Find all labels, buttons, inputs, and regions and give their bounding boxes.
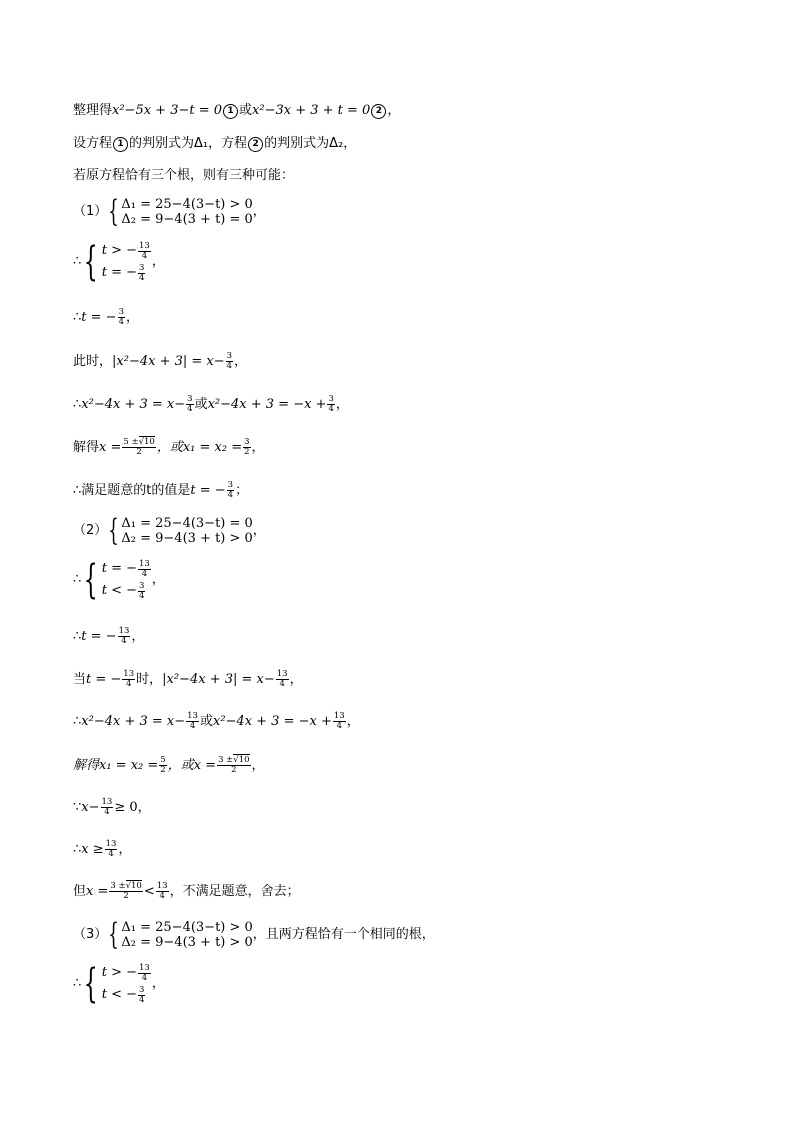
text: 此时， [73, 353, 113, 369]
fraction [138, 986, 145, 1005]
denominator: 4 [139, 590, 145, 601]
brace: { [108, 194, 120, 229]
fraction [138, 264, 145, 283]
denominator: 4 [121, 636, 127, 646]
system-row: Δ₂ = 9−4(3 + t) > 0 [121, 935, 253, 950]
text: 若原方程恰有三个根，则有三种可能： [73, 168, 295, 183]
numerator: 3 [118, 307, 124, 317]
fraction [101, 798, 114, 817]
fraction [327, 395, 334, 414]
text: ∴满足题意的t的值是 [73, 482, 191, 498]
denominator: 4 [336, 721, 342, 731]
numerator: 3 ± [218, 755, 234, 765]
numerator: 3 [187, 394, 193, 404]
brace: { [84, 239, 99, 285]
denominator: 4 [187, 404, 193, 414]
math: x− [81, 799, 100, 815]
denominator: 4 [139, 272, 145, 283]
text: ， [251, 757, 265, 773]
math: x = [86, 883, 109, 899]
text: 或 [199, 713, 213, 729]
sqrt: √10 [138, 437, 155, 447]
fraction [333, 712, 346, 731]
therefore-symbol: ∴ [73, 254, 82, 269]
text: 时， [136, 671, 163, 687]
text: 解得 [73, 439, 100, 455]
denominator: 4 [279, 679, 285, 689]
numerator: 3 [226, 351, 233, 361]
therefore-symbol: ∴ [73, 572, 82, 587]
case-2-substitute [73, 670, 303, 689]
text: 设方程 [73, 136, 113, 151]
case-1-system [73, 194, 266, 229]
equation-system [81, 240, 152, 284]
line-rearranged-equations [73, 103, 400, 119]
text: 或 [239, 103, 253, 118]
fraction [109, 882, 142, 901]
fraction [118, 308, 125, 327]
fraction [243, 438, 250, 457]
denominator: 4 [118, 317, 124, 327]
text: ， [151, 976, 165, 991]
equation-1: x²−5x + 3−t = 0 [112, 103, 223, 118]
math: x²−4x + 3 = −x + [212, 713, 332, 729]
denominator: 4 [139, 994, 145, 1005]
denominator: 4 [108, 849, 114, 859]
line-discriminants [73, 136, 356, 152]
denominator: 4 [159, 891, 165, 901]
brace: { [84, 961, 99, 1007]
text: ，不满足题意，舍去； [169, 883, 300, 899]
numerator: 13 [156, 881, 168, 891]
math: t = − [190, 482, 226, 498]
math: t = − [101, 561, 138, 576]
case-label: （1） [73, 204, 108, 219]
therefore-symbol: ∴ [73, 628, 82, 644]
math: |x²−4x + 3| = x− [162, 671, 275, 687]
brace: { [108, 917, 120, 952]
case-1-t-system [73, 240, 165, 284]
equation-system [81, 962, 152, 1006]
case-3-system [73, 917, 435, 952]
math: t = − [81, 309, 117, 325]
fraction [227, 481, 234, 500]
fraction [226, 352, 233, 371]
numerator: 3 [139, 580, 145, 591]
case-2-t-system [73, 558, 165, 602]
fraction [186, 395, 193, 414]
brace: { [108, 513, 120, 548]
circled-number-1: 1 [223, 104, 238, 119]
therefore-symbol: ∴ [73, 309, 82, 325]
fraction [138, 964, 151, 983]
text: ，且两方程恰有一个相同的根， [252, 927, 435, 942]
numerator: 13 [187, 711, 198, 721]
case-label: （3） [73, 927, 108, 942]
sqrt: √10 [233, 755, 250, 765]
denominator: 4 [104, 807, 110, 817]
denominator: 4 [328, 404, 334, 414]
fraction [122, 438, 155, 457]
system-row: Δ₁ = 25−4(3−t) = 0 [121, 516, 253, 531]
case-2-split [73, 712, 360, 731]
case-2-t-result [73, 627, 144, 646]
numerator: 5 ± [123, 437, 139, 447]
denominator: 4 [227, 490, 234, 500]
text: ， [151, 572, 165, 587]
case-1-t-result [73, 308, 139, 327]
fraction [217, 756, 250, 775]
math: x²−4x + 3 = x− [81, 396, 186, 412]
fraction [118, 627, 131, 646]
math: t = − [81, 628, 117, 644]
text: ， [125, 309, 139, 325]
text: ， [151, 254, 165, 269]
text: ， [234, 353, 248, 369]
math: < [143, 883, 155, 899]
math: x²−4x + 3 = −x + [207, 396, 327, 412]
denominator: 4 [141, 972, 148, 983]
sqrt: √10 [125, 881, 142, 891]
text: ， [118, 841, 132, 857]
brace: { [84, 557, 99, 603]
case-1-split [73, 395, 349, 414]
denominator: 2 [123, 891, 129, 901]
math: x = [99, 439, 122, 455]
case-1-solution [73, 438, 265, 457]
math: t < − [101, 987, 138, 1002]
numerator: 3 [139, 984, 145, 995]
system-row: Δ₁ = 25−4(3−t) > 0 [121, 197, 253, 212]
text: ， [387, 103, 401, 118]
numerator: 13 [118, 626, 130, 636]
line-three-cases [73, 168, 294, 184]
equation-system [107, 917, 253, 952]
case-1-conclusion [73, 481, 248, 500]
denominator: 4 [189, 721, 196, 731]
system-row: Δ₂ = 9−4(3 + t) = 0 [121, 212, 253, 227]
denominator: 2 [136, 447, 142, 457]
circled-number-2: 2 [371, 104, 386, 119]
equation-system [107, 513, 253, 548]
math: t > − [101, 243, 138, 258]
fraction [138, 242, 151, 261]
because-symbol: ∵ [73, 799, 82, 815]
fraction [138, 582, 145, 601]
text: ， [252, 523, 266, 538]
case-2-solution [73, 756, 265, 775]
numerator: 3 ± [110, 881, 126, 891]
numerator: 13 [105, 839, 117, 849]
numerator: 13 [333, 711, 345, 721]
denominator: 4 [141, 568, 148, 579]
math: x²−4x + 3 = x− [81, 713, 186, 729]
text: 当 [73, 671, 87, 687]
text: ， [131, 628, 145, 644]
fraction [156, 882, 169, 901]
text: 的判别式为Δ₂， [264, 136, 357, 151]
case-2-reject [73, 882, 300, 901]
circled-number-2: 2 [248, 137, 263, 152]
numerator: 3 [227, 480, 234, 490]
therefore-symbol: ∴ [73, 396, 82, 412]
text: ； [235, 482, 249, 498]
system-row: Δ₂ = 9−4(3 + t) > 0 [121, 531, 253, 546]
math: |x²−4x + 3| = x− [112, 353, 225, 369]
math: x ≥ [81, 841, 104, 857]
case-label: （2） [73, 523, 108, 538]
math: ，或x₁ = x₂ = [156, 439, 243, 455]
denominator: 4 [226, 361, 233, 371]
text: ， [252, 204, 266, 219]
numerator: 5 [160, 755, 166, 765]
denominator: 2 [231, 765, 237, 775]
numerator: 13 [139, 240, 150, 251]
fraction [138, 560, 151, 579]
equation-system [107, 194, 253, 229]
case-2-system [73, 513, 266, 548]
numerator: 3 [139, 262, 145, 273]
case-1-substitute [73, 352, 247, 371]
denominator: 2 [244, 447, 250, 457]
text: 但 [73, 883, 87, 899]
text: 或 [194, 396, 208, 412]
math: 解得x₁ = x₂ = [73, 757, 159, 773]
equation-system [81, 558, 152, 602]
text: ， [289, 671, 303, 687]
math: t = − [101, 265, 138, 280]
therefore-symbol: ∴ [73, 841, 82, 857]
text: 的判别式为Δ₁，方程 [129, 136, 248, 151]
numerator: 13 [101, 797, 113, 807]
fraction [159, 756, 166, 775]
denominator: 2 [160, 765, 166, 775]
fraction [186, 712, 199, 731]
system-row: Δ₁ = 25−4(3−t) > 0 [121, 920, 253, 935]
circled-number-1: 1 [113, 137, 128, 152]
therefore-symbol: ∴ [73, 976, 82, 991]
case-2-x-range [73, 840, 131, 859]
text: ， [335, 396, 349, 412]
fraction [276, 670, 289, 689]
math: t = − [86, 671, 122, 687]
math: ≥ 0， [114, 799, 151, 815]
numerator: 13 [123, 669, 135, 679]
numerator: 3 [328, 394, 334, 404]
numerator: 3 [244, 437, 250, 447]
therefore-symbol: ∴ [73, 713, 82, 729]
math: t < − [101, 583, 138, 598]
numerator: 13 [139, 558, 150, 569]
numerator: 13 [139, 962, 150, 973]
fraction [122, 670, 135, 689]
math: ，或x = [167, 757, 217, 773]
equation-2: x²−3x + 3 + t = 0 [252, 103, 371, 118]
case-3-t-system [73, 962, 165, 1006]
text: ， [346, 713, 360, 729]
math: t > − [101, 965, 138, 980]
denominator: 4 [126, 679, 132, 689]
text: 整理得 [73, 103, 113, 118]
numerator: 13 [276, 669, 288, 679]
case-2-condition [73, 798, 151, 817]
fraction [105, 840, 118, 859]
denominator: 4 [141, 250, 148, 261]
text: ， [251, 439, 265, 455]
